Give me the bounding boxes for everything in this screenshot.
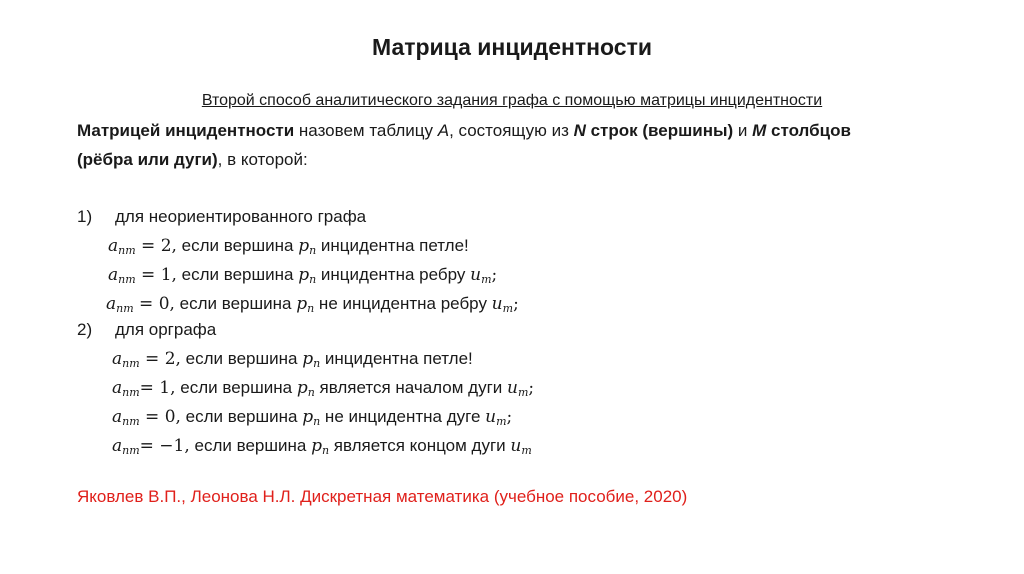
- vertex-symbol: $p_n$: [298, 265, 317, 286]
- case-2-label: для орграфа: [115, 320, 217, 339]
- formula-row: $a_{nm} = 0$, если вершина $p_n$ не инцидентна дуге $u_m$;: [112, 407, 513, 428]
- variable-n: N: [573, 121, 586, 140]
- formula-op: = 0,: [139, 407, 181, 427]
- arc-symbol: $u_m$: [510, 436, 532, 457]
- formula-row: $a_{nm}= -1$, если вершина $p_n$ является концом дуги $u_m$: [112, 436, 532, 457]
- formula-lhs: $a_{nm}$: [112, 407, 140, 428]
- case-1-number: 1): [77, 207, 93, 226]
- slide-title: Матрица инцидентности: [372, 34, 652, 60]
- variable-a: A: [437, 121, 450, 140]
- edge-symbol: $u_m$: [470, 265, 492, 286]
- arc-symbol: $u_m$: [507, 378, 529, 399]
- formula-lhs: $a_{nm}$: [112, 436, 140, 457]
- formula-op: = −1,: [139, 436, 190, 456]
- formula-lhs: $a_{nm}$: [108, 265, 136, 286]
- definition-text: и: [733, 121, 753, 140]
- variable-m: M: [752, 121, 767, 140]
- definition-text: , состоящую из: [449, 121, 574, 140]
- formula-op: = 2,: [135, 236, 177, 256]
- formula-row: $a_{nm} = 0$, если вершина $p_n$ не инцидентна ребру $u_m$;: [106, 294, 519, 315]
- vertex-symbol: $p_n$: [296, 294, 315, 315]
- formula-row: $a_{nm} = 2$, если вершина $p_n$ инцидентна петле!: [108, 236, 469, 257]
- formula-lhs: $a_{nm}$: [112, 349, 140, 370]
- formula-row: $a_{nm} = 1$, если вершина $p_n$ инцидентна ребру $u_m$;: [108, 265, 498, 286]
- slide-subtitle: Второй способ аналитического задания графа с помощью матрицы инцидентности: [201, 92, 823, 109]
- definition-line-1: [77, 121, 851, 141]
- definition-rows: строк (вершины): [585, 121, 734, 140]
- arc-symbol: $u_m$: [485, 407, 507, 428]
- formula-row: $a_{nm}= 1$, если вершина $p_n$ является началом дуги $u_m$;: [112, 378, 535, 399]
- formula-lhs: $a_{nm}$: [106, 294, 134, 315]
- definition-edges: (рёбра или дуги): [77, 150, 218, 169]
- formula-op: = 2,: [139, 349, 181, 369]
- edge-symbol: $u_m$: [491, 294, 514, 315]
- definition-text: назовем таблицу: [294, 121, 438, 140]
- formula-op: = 1,: [139, 378, 176, 398]
- formula-lhs: $a_{nm}$: [112, 378, 140, 399]
- case-2-number: 2): [77, 320, 93, 339]
- reference-citation: Яковлев В.П., Леонова Н.Л. Дискретная математика (учебное пособие, 2020): [77, 487, 688, 506]
- vertex-symbol: $p_n$: [296, 378, 315, 399]
- formula-op: = 0,: [133, 294, 175, 314]
- definition-term: Матрицей инцидентности: [77, 121, 295, 140]
- definition-columns: столбцов: [766, 121, 851, 140]
- vertex-symbol: $p_n$: [298, 236, 317, 257]
- definition-line-2: [77, 150, 308, 170]
- formula-row: $a_{nm} = 2$, если вершина $p_n$ инцидентна петле!: [112, 349, 473, 370]
- vertex-symbol: $p_n$: [302, 407, 321, 428]
- definition-text: , в которой:: [217, 150, 308, 169]
- formula-lhs: $a_{nm}$: [108, 236, 136, 257]
- case-1-label: для неориентированного графа: [115, 207, 367, 226]
- vertex-symbol: $p_n$: [311, 436, 330, 457]
- vertex-symbol: $p_n$: [302, 349, 321, 370]
- formula-op: = 1,: [135, 265, 177, 285]
